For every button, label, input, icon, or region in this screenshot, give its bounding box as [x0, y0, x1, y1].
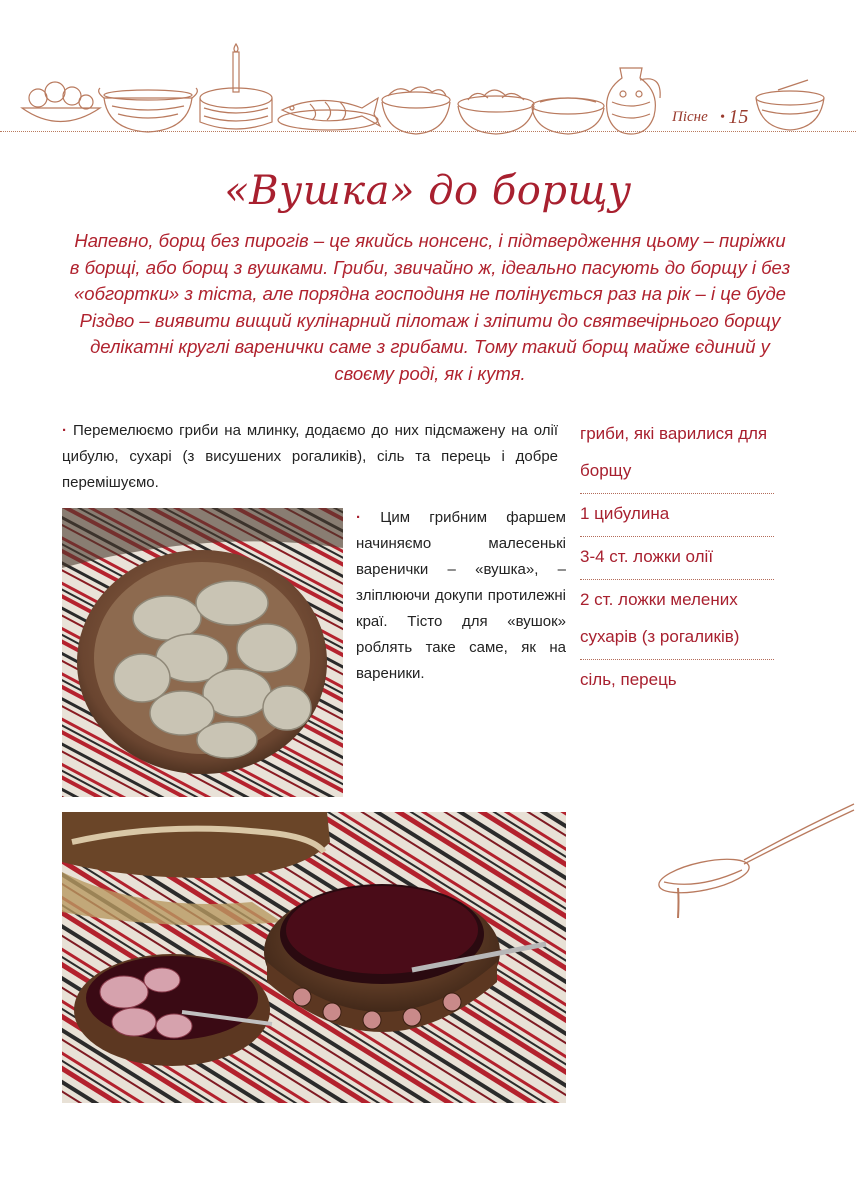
- header-divider: [0, 131, 856, 132]
- recipe-intro: Напевно, борщ без пирогів – це якийсь нонсенс, і підтвердження цьому – пиріжки в борщі, або борщ з вушками. Гриби, звичайно ж, ідеально пасують до борщу і без «обгортки» з тіста, але порядна господиня не полінується раз на рік – і це буде Різдво – виявити вищий кулінарний пілотаж і зліпити до святвечірнього борщу делікатні круглі варенички саме з грибами. Тому такий борщ майже єдиний у своєму роді, як і кутя.: [69, 230, 791, 384]
- recipe-title: «Вушка» до борщу: [224, 168, 632, 214]
- pot-icon: [99, 88, 198, 132]
- ingredient-item: сіль, перець: [580, 670, 677, 689]
- step-1-text: Перемелюємо гриби на млинку, додаємо до них підсмажену на олії цибулю, сухарі (з висушених рогаликів), сіль та перець і добре перемішуємо.: [62, 422, 558, 491]
- jug-icon: [607, 68, 661, 134]
- borscht-with-dumplings-photo: [62, 812, 566, 1103]
- page-number: • 15: [720, 106, 748, 129]
- dumpling-bowl-icon: [458, 90, 534, 134]
- ingredients-list: [580, 414, 774, 702]
- ingredient-item: 3-4 ст. ложки олії: [580, 537, 774, 580]
- bowl-icon: [532, 98, 604, 134]
- fish-platter-icon: [278, 98, 380, 130]
- kutia-bowl-icon: [756, 80, 824, 130]
- ingredient-item: 1 цибулина: [580, 494, 774, 537]
- bullet-icon: ·: [62, 422, 67, 439]
- salad-bowl-icon: [382, 87, 450, 134]
- step-2-text: Цим грибним фаршем начиняємо малесенькі варенички – «вушка», – зліплюючи докупи протилежні краї. Тісто для «вушок» роблять таке саме, як на вареники.: [356, 509, 566, 682]
- candle-cake-icon: [200, 44, 272, 129]
- bread-basket-icon: [22, 82, 100, 122]
- ingredient-item: гриби, які варилися для борщу: [580, 414, 774, 494]
- dumplings-bowl-photo: [62, 508, 343, 797]
- section-label: Пісне: [672, 109, 708, 125]
- spoon-icon: [648, 800, 856, 924]
- ingredient-item: 2 ст. ложки мелених сухарів (з рогаликів): [580, 580, 774, 660]
- recipe-step-2: [356, 505, 566, 687]
- recipe-step-1: [62, 418, 558, 496]
- bullet-icon: ·: [356, 509, 361, 526]
